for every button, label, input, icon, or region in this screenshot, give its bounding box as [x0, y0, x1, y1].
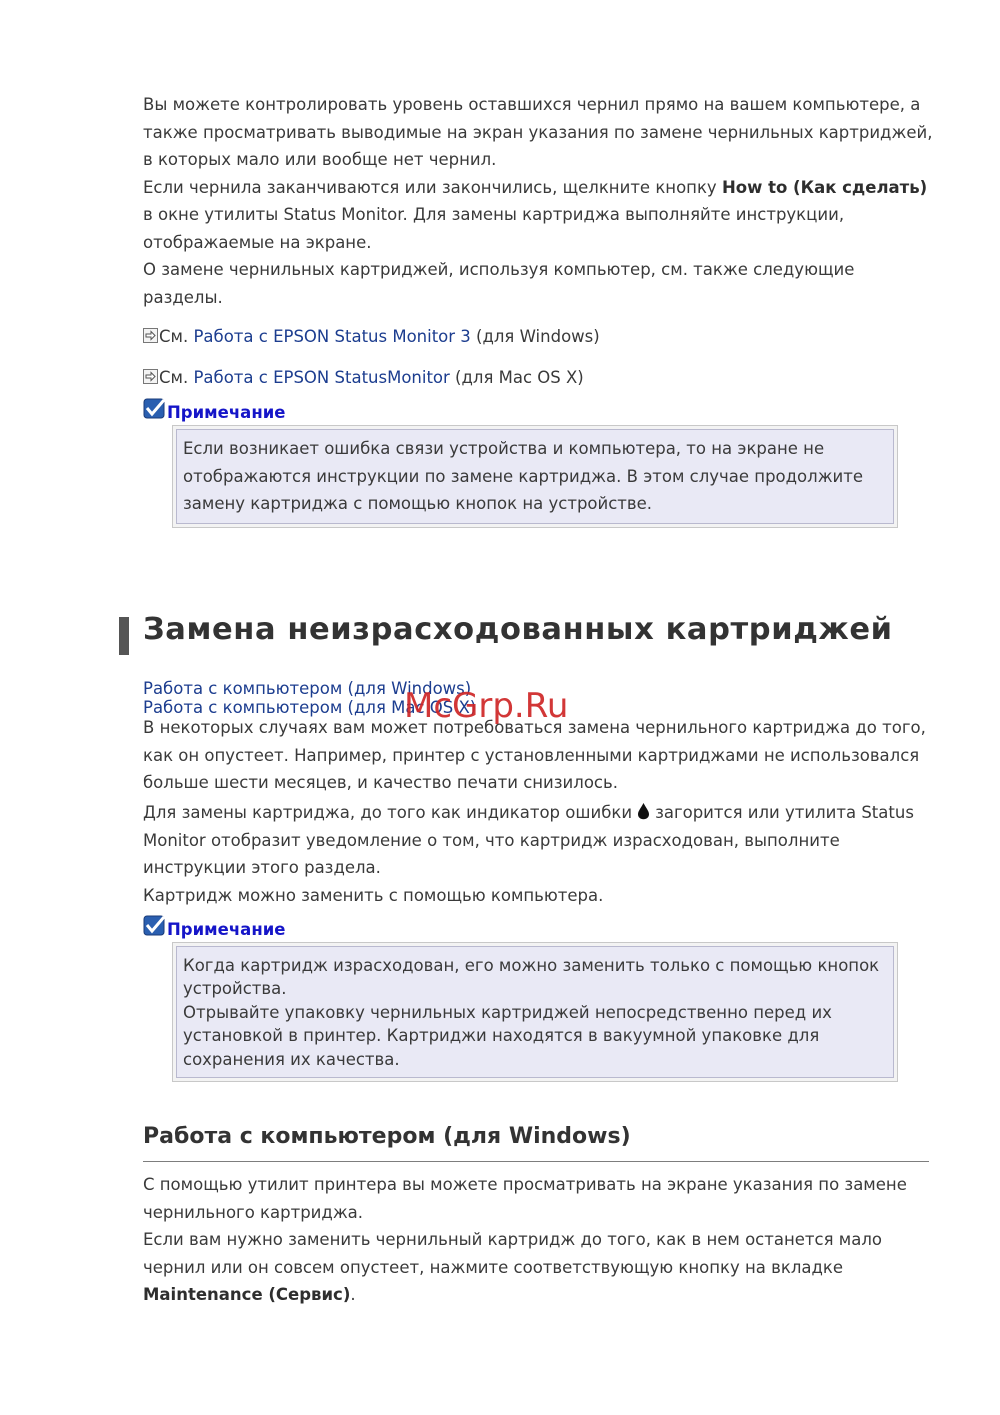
section-paragraph-3: Картридж можно заменить с помощью компьютера.	[143, 885, 604, 905]
arrow-ref-icon	[143, 328, 158, 343]
toc-link-windows[interactable]: Работа с компьютером (для Windows)	[143, 679, 472, 698]
section-paragraph-2: Для замены картриджа, до того как индикатор ошибки загорится или утилита Status Monitor отобразит уведомление о том, что картридж израсходован, выполните инструкции этого раздела. Картридж можно заменить с помощью компьютера.	[143, 803, 914, 905]
note-box-2	[172, 942, 898, 1082]
note-box	[172, 425, 898, 528]
arrow-ref-icon	[143, 369, 158, 384]
ref-status-monitor-windows: См. Работа с EPSON Status Monitor 3 (для Windows)	[143, 326, 600, 348]
subsection-divider	[143, 1161, 929, 1162]
link-status-monitor-3[interactable]: Работа с EPSON Status Monitor 3	[193, 327, 471, 346]
subsection-text	[143, 1171, 933, 1309]
section-paragraph-1: В некоторых случаях вам может потребоваться замена чернильного картриджа до того, как он опустеет. Например, принтер с установленными картриджами не использовался больше шести месяцев, и качество печати снизилось.	[143, 718, 926, 792]
checkmark-note-icon	[143, 398, 167, 420]
ink-drop-icon	[637, 802, 650, 820]
note-heading-2	[143, 915, 285, 941]
note-title-2: Примечание	[167, 920, 286, 939]
subsection-title: Работа с компьютером (для Windows)	[143, 1124, 631, 1149]
checkmark-note-icon	[143, 915, 167, 937]
watermark: McGrp.Ru	[404, 686, 569, 726]
maintenance-tab-name: Maintenance (Сервис)	[143, 1285, 351, 1304]
note-heading	[143, 398, 285, 424]
intro-text	[143, 91, 933, 311]
toc-link-mac[interactable]: Работа с компьютером (для Mac OS X)	[143, 698, 477, 717]
note-text-2: Когда картридж израсходован, его можно заменить только с помощью кнопок устройства. Отрывайте упаковку чернильных картриджей непосредственно перед их установкой в принтер. Картриджи находятся в вакуумной упаковке для сохранения их качества.	[176, 946, 894, 1078]
heading-bar	[119, 617, 129, 655]
subsection-paragraph-2: Если вам нужно заменить чернильный картридж до того, как в нем останется мало чернил или он совсем опустеет, нажмите соответствующую кнопку на вкладке Maintenance (Сервис).	[143, 1230, 882, 1304]
intro-paragraph-2: Если чернила заканчиваются или закончились, щелкните кнопку How to (Как сделать) в окне утилиты Status Monitor. Для замены картриджа выполняйте инструкции, отображаемые на экране.	[143, 177, 928, 252]
subsection-paragraph-1: С помощью утилит принтера вы можете просматривать на экране указания по замене чернильного картриджа.	[143, 1175, 907, 1222]
intro-paragraph-3: О замене чернильных картриджей, используя компьютер, см. также следующие разделы.	[143, 260, 855, 307]
ref-status-monitor-mac: См. Работа с EPSON StatusMonitor (для Mac OS X)	[143, 367, 584, 389]
section-title: Замена неизрасходованных картриджей	[143, 612, 893, 647]
intro-paragraph-1: Вы можете контролировать уровень оставшихся чернил прямо на вашем компьютере, а также просматривать выводимые на экран указания по замене чернильных картриджей, в которых мало или вообще нет чернил.	[143, 95, 933, 169]
how-to-button-name: How to (Как сделать)	[721, 177, 928, 197]
link-status-monitor-mac[interactable]: Работа с EPSON StatusMonitor	[193, 368, 450, 387]
note-title: Примечание	[167, 403, 286, 422]
note-text: Если возникает ошибка связи устройства и компьютера, то на экране не отображаются инструкции по замене картриджа. В этом случае продолжите замену картриджа с помощью кнопок на устройстве.	[176, 429, 894, 524]
